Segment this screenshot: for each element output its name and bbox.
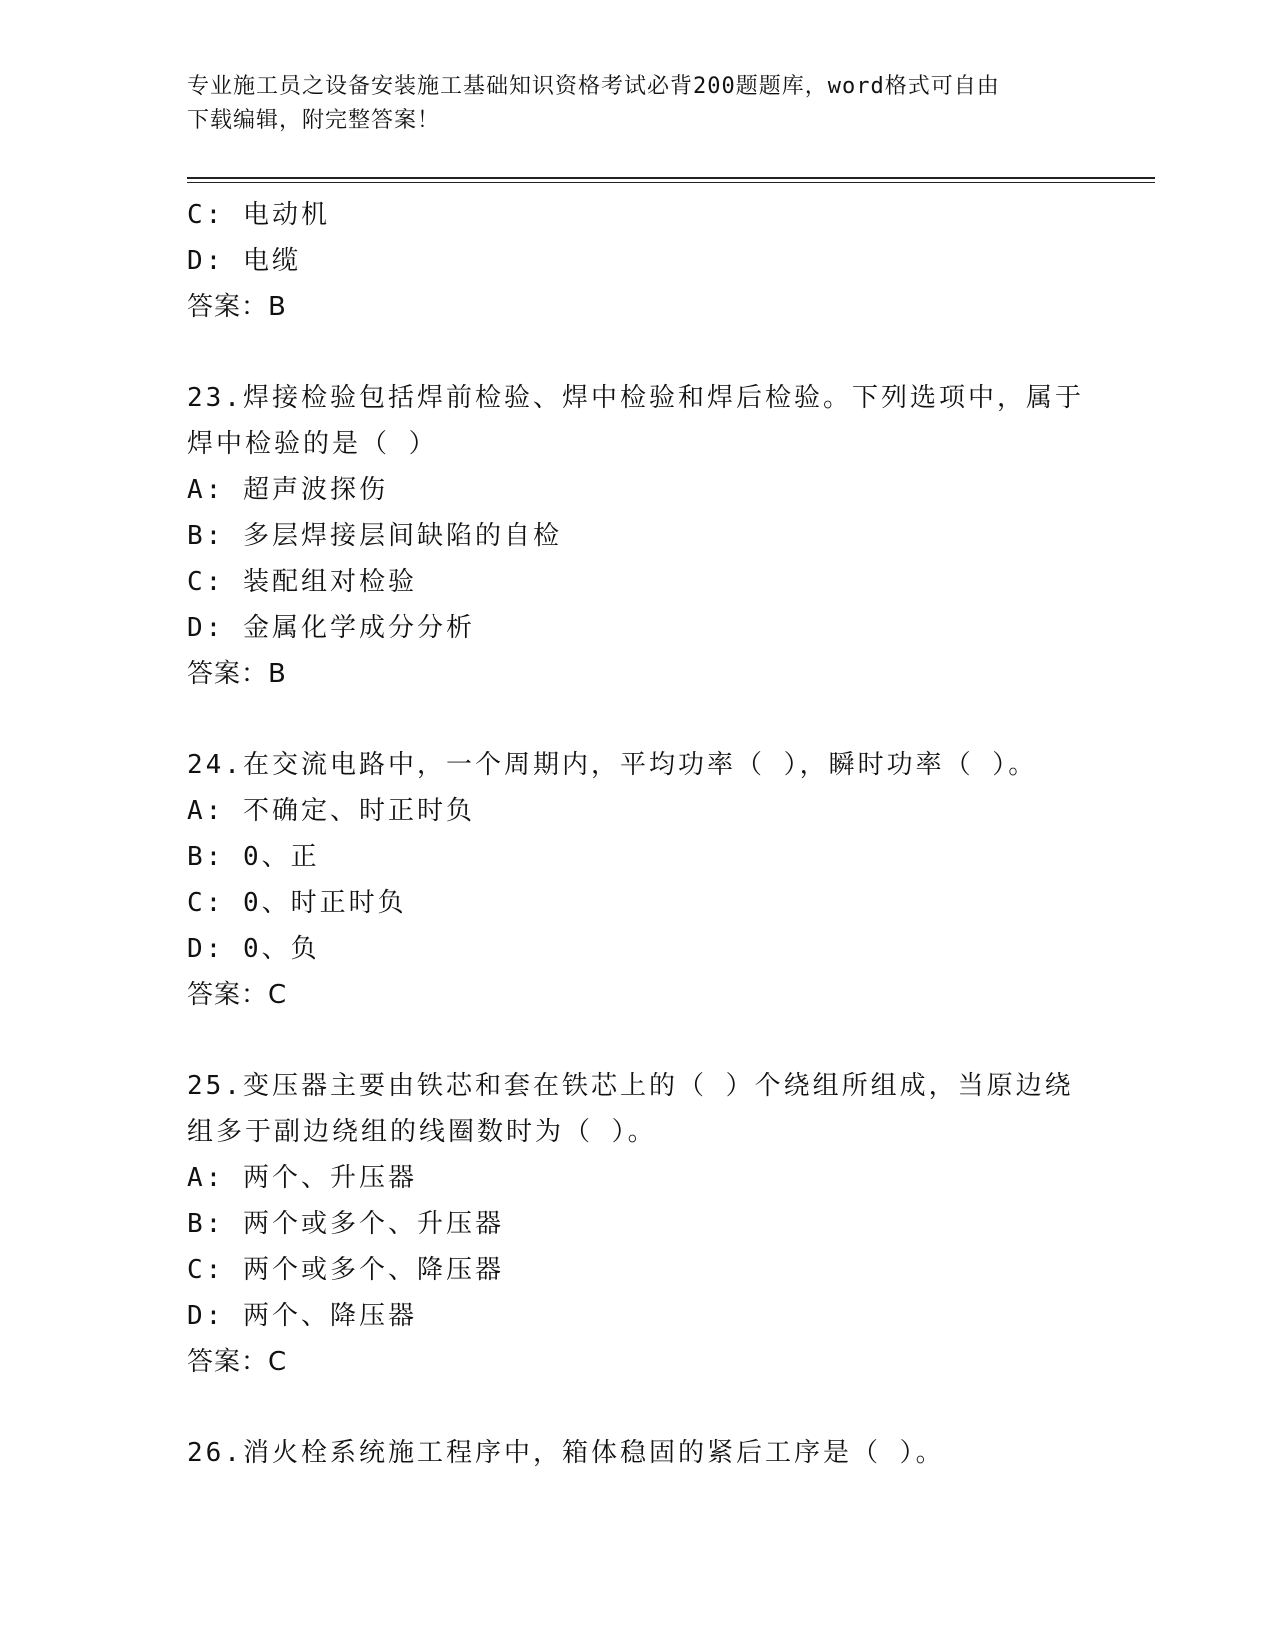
question-24-option-d: D: 0、负 bbox=[187, 934, 320, 964]
question-25-answer: 答案：C bbox=[187, 1347, 288, 1377]
header-divider-thick bbox=[187, 177, 1155, 179]
question-26 bbox=[187, 1430, 1087, 1476]
question-25-stem-line-2: 组多于副边绕组的线圈数时为（ ）。 bbox=[187, 1117, 657, 1147]
question-25-option-c: C: 两个或多个、降压器 bbox=[187, 1255, 504, 1285]
question-24-answer: 答案：C bbox=[187, 980, 288, 1010]
question-spacer bbox=[187, 697, 1087, 742]
question-23-option-b: B: 多层焊接层间缺陷的自检 bbox=[187, 521, 562, 551]
question-spacer bbox=[187, 1385, 1087, 1430]
question-24-option-a: A: 不确定、时正时负 bbox=[187, 796, 475, 826]
question-25-option-d: D: 两个、降压器 bbox=[187, 1301, 417, 1331]
question-22-option-c: C: 电动机 bbox=[187, 200, 330, 230]
question-26-stem-line-1: 26.消火栓系统施工程序中，箱体稳固的紧后工序是（ ）。 bbox=[187, 1438, 945, 1468]
question-22-option-d: D: 电缆 bbox=[187, 246, 301, 276]
document-header bbox=[187, 70, 1067, 138]
question-23-stem-line-1: 23.焊接检验包括焊前检验、焊中检验和焊后检验。下列选项中，属于 bbox=[187, 383, 1084, 413]
header-line-2: 下载编辑，附完整答案！ bbox=[187, 108, 441, 133]
question-25-option-a: A: 两个、升压器 bbox=[187, 1163, 417, 1193]
question-list bbox=[187, 192, 1087, 1476]
question-24-option-b: B: 0、正 bbox=[187, 842, 320, 872]
question-spacer bbox=[187, 330, 1087, 375]
question-24-option-c: C: 0、时正时负 bbox=[187, 888, 407, 918]
question-23-answer: 答案：B bbox=[187, 659, 287, 689]
question-25 bbox=[187, 1063, 1087, 1385]
question-23-option-a: A: 超声波探伤 bbox=[187, 475, 388, 505]
question-25-stem-line-1: 25.变压器主要由铁芯和套在铁芯上的（ ）个绕组所组成，当原边绕 bbox=[187, 1071, 1074, 1101]
question-22-tail bbox=[187, 192, 1087, 330]
question-23 bbox=[187, 375, 1087, 697]
question-22-answer: 答案：B bbox=[187, 292, 287, 322]
question-spacer bbox=[187, 1018, 1087, 1063]
question-23-option-d: D: 金属化学成分分析 bbox=[187, 613, 475, 643]
question-25-option-b: B: 两个或多个、升压器 bbox=[187, 1209, 504, 1239]
question-23-stem-line-2: 焊中检验的是（ ） bbox=[187, 429, 438, 459]
header-divider-thin bbox=[187, 182, 1155, 183]
header-line-1: 专业施工员之设备安装施工基础知识资格考试必背200题题库，word格式可自由 bbox=[187, 74, 1000, 99]
question-24 bbox=[187, 742, 1087, 1018]
question-23-option-c: C: 装配组对检验 bbox=[187, 567, 417, 597]
question-24-stem-line-1: 24.在交流电路中，一个周期内，平均功率（ ），瞬时功率（ ）。 bbox=[187, 750, 1038, 780]
